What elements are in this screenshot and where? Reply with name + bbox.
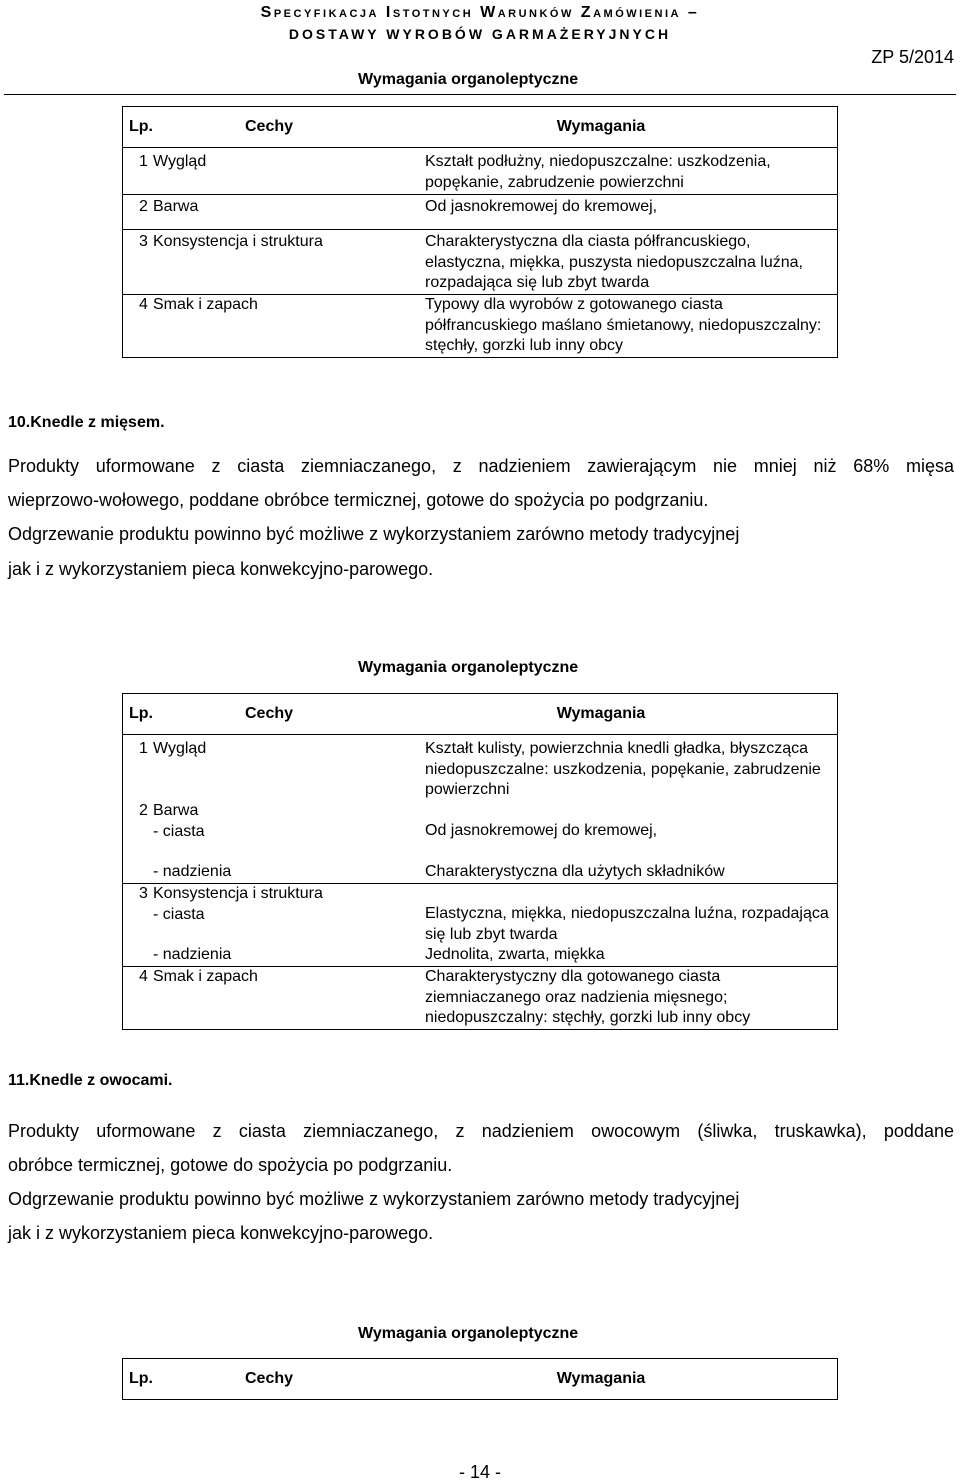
feature-label: Konsystencja i struktura: [153, 885, 323, 902]
row-requirement: [425, 884, 838, 967]
row-number: 2: [123, 195, 154, 230]
table-header-row: [123, 1359, 838, 1400]
section-11-title: 11.Knedle z owocami.: [8, 1072, 173, 1089]
row-requirement: Kształt kulisty, powierzchnia knedli gładka, błyszcząca niedopuszczalne: uszkodzenia, popękanie, zabrudzenie powierzchni: [425, 735, 838, 802]
table-row: [123, 884, 838, 967]
row-requirement: Charakterystyczna dla ciasta półfrancuskiego, elastyczna, miękka, puszysta niedopuszczalna luźna, rozpadająca się lub zbyt twarda: [425, 230, 838, 295]
row-requirement: Od jasnokremowej do kremowej,: [425, 195, 838, 230]
section-10-paragraph-line: Odgrzewanie produktu powinno być możliwe z wykorzystaniem zarówno metody tradycyjnej: [8, 524, 740, 544]
row-number: 2: [123, 801, 154, 884]
table-row: [123, 801, 838, 884]
row-number: 1: [123, 148, 154, 195]
header-wymagania: Wymagania: [425, 1359, 838, 1400]
row-feature: Wygląd: [153, 148, 425, 195]
requirement-ciasta: Od jasnokremowej do kremowej,: [425, 822, 658, 839]
feature-sub-nadzienia: - nadzienia: [153, 946, 232, 963]
header-cechy: Cechy: [153, 1359, 425, 1400]
row-feature: Smak i zapach: [153, 967, 425, 1030]
row-number: 3: [123, 230, 154, 295]
row-requirement: Typowy dla wyrobów z gotowanego ciasta półfrancuskiego maślano śmietanowy, niedopuszczalny: stęchły, gorzki lub inny obcy: [425, 295, 838, 358]
section-10-caption: Wymagania organoleptyczne: [358, 659, 579, 676]
requirement-ciasta: Elastyczna, miękka, niedopuszczalna luźna, rozpadająca się lub zbyt twarda: [425, 905, 829, 943]
table-header-row: [123, 694, 838, 735]
row-requirement: [425, 801, 838, 884]
table-row: [123, 735, 838, 802]
table-row: [123, 148, 838, 195]
feature-sub-nadzienia: - nadzienia: [153, 863, 232, 880]
row-number: 1: [123, 735, 154, 802]
document-reference-code: ZP 5/2014: [871, 47, 954, 67]
row-number: 4: [123, 967, 154, 1030]
section-caption-top: Wymagania organoleptyczne: [358, 71, 579, 88]
document-header-title: Specyfikacja Istotnych Warunków Zamówienia –: [260, 4, 700, 21]
header-lp: Lp.: [123, 107, 154, 148]
header-wymagania: Wymagania: [425, 694, 838, 735]
page-number: - 14 -: [458, 1462, 501, 1482]
row-number: 4: [123, 295, 154, 358]
feature-label: Barwa: [153, 802, 199, 819]
header-wymagania: Wymagania: [425, 107, 838, 148]
document-header-subject: DOSTAWY WYROBÓW GARMAŻERYJNYCH: [288, 26, 672, 42]
table-row: [123, 967, 838, 1030]
section-11-paragraph-line: Produkty uformowane z ciasta ziemniaczanego, z nadzieniem owocowym (śliwka, truskawka), poddane: [8, 1121, 954, 1141]
feature-sub-ciasta: - ciasta: [153, 822, 205, 840]
section-11-paragraph-line: Odgrzewanie produktu powinno być możliwe z wykorzystaniem zarówno metody tradycyjnej: [8, 1189, 740, 1209]
requirements-table-2: [122, 693, 838, 1030]
header-cechy: Cechy: [153, 107, 425, 148]
row-requirement: Charakterystyczny dla gotowanego ciasta ziemniaczanego oraz nadzienia mięsnego; niedopuszczalny: stęchły, gorzki lub inny obcy: [425, 967, 838, 1030]
row-feature: [153, 801, 425, 884]
requirements-table-1: [122, 106, 838, 358]
table-row: [123, 295, 838, 358]
row-requirement: Kształt podłużny, niedopuszczalne: uszkodzenia, popękanie, zabrudzenie powierzchni: [425, 148, 838, 195]
requirement-nadzienia: Charakterystyczna dla użytych składników: [425, 862, 725, 880]
header-lp: Lp.: [123, 694, 154, 735]
section-11-paragraph-line: jak i z wykorzystaniem pieca konwekcyjno-parowego.: [8, 1223, 434, 1243]
row-feature: [153, 884, 425, 967]
section-10-paragraph-line: wieprzowo-wołowego, poddane obróbce termicznej, gotowe do spożycia po podgrzaniu.: [8, 490, 709, 510]
table-header-row: [123, 107, 838, 148]
row-feature: Smak i zapach: [153, 295, 425, 358]
row-number: 3: [123, 884, 154, 967]
row-feature: Barwa: [153, 195, 425, 230]
section-10-paragraph-line: jak i z wykorzystaniem pieca konwekcyjno-parowego.: [8, 559, 434, 579]
feature-sub-ciasta: - ciasta: [153, 905, 205, 923]
header-cechy: Cechy: [153, 694, 425, 735]
table-row: [123, 195, 838, 230]
requirements-table-3: [122, 1358, 838, 1400]
table-row: [123, 230, 838, 295]
section-11-paragraph-line: obróbce termicznej, gotowe do spożycia po podgrzaniu.: [8, 1155, 453, 1175]
section-10-paragraph-line: Produkty uformowane z ciasta ziemniaczanego, z nadzieniem zawierającym nie mniej niż 68% mięsa: [8, 456, 954, 476]
requirement-nadzienia: Jednolita, zwarta, miękka: [425, 946, 605, 963]
header-lp: Lp.: [123, 1359, 154, 1400]
section-10-title: 10.Knedle z mięsem.: [8, 414, 165, 431]
header-divider: [4, 94, 956, 95]
row-feature: Konsystencja i struktura: [153, 230, 425, 295]
row-feature: Wygląd: [153, 740, 207, 757]
section-11-caption: Wymagania organoleptyczne: [358, 1325, 579, 1342]
